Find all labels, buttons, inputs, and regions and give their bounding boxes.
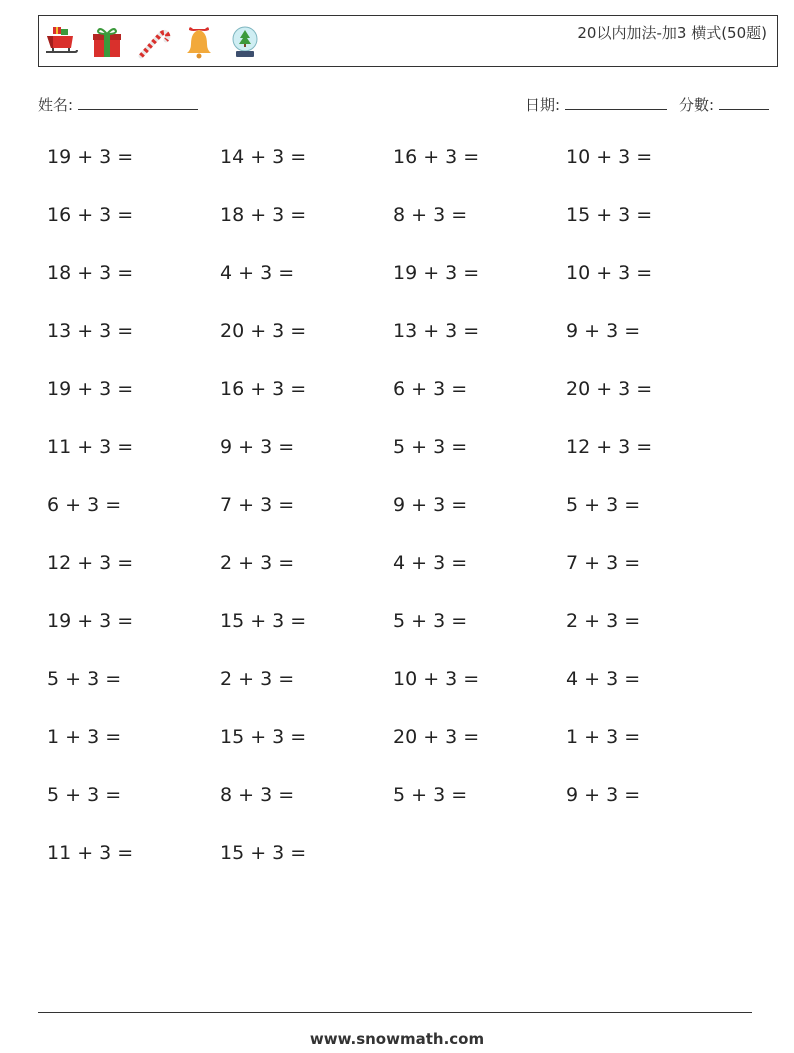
worksheet-title: 20以内加法-加3 横式(50题) [577, 24, 767, 42]
problem: 11 + 3 = [47, 842, 134, 864]
problem: 15 + 3 = [220, 842, 307, 864]
problem: 4 + 3 = [220, 262, 295, 284]
problem: 9 + 3 = [393, 494, 468, 516]
problem: 20 + 3 = [393, 726, 480, 748]
problem: 9 + 3 = [220, 436, 295, 458]
problem: 20 + 3 = [220, 320, 307, 342]
problem: 20 + 3 = [566, 378, 653, 400]
problem: 12 + 3 = [566, 436, 653, 458]
problem: 1 + 3 = [566, 726, 641, 748]
problem: 8 + 3 = [393, 204, 468, 226]
problem: 19 + 3 = [47, 378, 134, 400]
problem: 9 + 3 = [566, 320, 641, 342]
score-label: 分數: [679, 96, 715, 114]
name-field [38, 94, 198, 115]
score-field [679, 94, 769, 115]
problem: 5 + 3 = [47, 668, 122, 690]
problem: 10 + 3 = [566, 262, 653, 284]
problem: 16 + 3 = [220, 378, 307, 400]
problem: 14 + 3 = [220, 146, 307, 168]
snow-globe-icon [227, 24, 263, 60]
problem: 15 + 3 = [220, 610, 307, 632]
problem: 4 + 3 = [393, 552, 468, 574]
problem: 13 + 3 = [47, 320, 134, 342]
bell-icon [181, 24, 217, 60]
problem: 16 + 3 = [47, 204, 134, 226]
worksheet-header [38, 15, 778, 67]
problem: 9 + 3 = [566, 784, 641, 806]
problem: 2 + 3 = [566, 610, 641, 632]
problem: 5 + 3 = [566, 494, 641, 516]
problem: 5 + 3 = [393, 784, 468, 806]
problem: 15 + 3 = [220, 726, 307, 748]
problem: 8 + 3 = [220, 784, 295, 806]
problem: 12 + 3 = [47, 552, 134, 574]
problem: 7 + 3 = [566, 552, 641, 574]
problem: 19 + 3 = [47, 146, 134, 168]
problem: 13 + 3 = [393, 320, 480, 342]
problem: 6 + 3 = [393, 378, 468, 400]
date-label: 日期: [525, 96, 561, 114]
problem: 19 + 3 = [393, 262, 480, 284]
problem: 16 + 3 = [393, 146, 480, 168]
problem: 10 + 3 = [566, 146, 653, 168]
problem: 18 + 3 = [220, 204, 307, 226]
problem: 4 + 3 = [566, 668, 641, 690]
gift-icon [89, 24, 125, 60]
footer-url: www.snowmath.com [309, 1030, 485, 1048]
footer-divider [38, 1012, 752, 1013]
problem: 5 + 3 = [47, 784, 122, 806]
problem: 7 + 3 = [220, 494, 295, 516]
date-blank[interactable] [565, 95, 667, 110]
date-field [525, 94, 667, 115]
name-label: 姓名: [38, 96, 74, 114]
problem: 18 + 3 = [47, 262, 134, 284]
problem-grid [47, 146, 739, 900]
name-blank[interactable] [78, 95, 198, 110]
problem: 6 + 3 = [47, 494, 122, 516]
problem: 11 + 3 = [47, 436, 134, 458]
problem: 5 + 3 = [393, 436, 468, 458]
problem: 1 + 3 = [47, 726, 122, 748]
problem: 10 + 3 = [393, 668, 480, 690]
problem: 5 + 3 = [393, 610, 468, 632]
candy-cane-icon [135, 24, 171, 60]
problem: 2 + 3 = [220, 668, 295, 690]
sleigh-icon [43, 24, 79, 60]
problem: 19 + 3 = [47, 610, 134, 632]
problem: 2 + 3 = [220, 552, 295, 574]
header-icons [43, 21, 273, 63]
score-blank[interactable] [719, 95, 769, 110]
problem: 15 + 3 = [566, 204, 653, 226]
